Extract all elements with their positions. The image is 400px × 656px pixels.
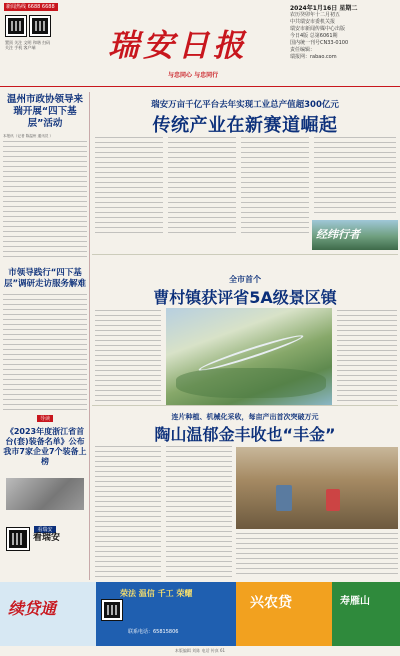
ad-left-title: 续贷通 <box>8 599 57 618</box>
third-kicker: 连片种植、机械化采收，每亩产出首次突破万元 <box>171 413 319 421</box>
left-photo <box>6 478 84 510</box>
third-body-col3 <box>236 533 398 577</box>
hotline-bar: 新闻热线 6688 6688 <box>4 3 58 11</box>
date-text: 2024年1月16日 星期二 <box>290 5 358 12</box>
qr-code-right <box>30 16 50 36</box>
qr-labels: 置顶 关注 文明 和谐 扫码 关注 手机 客户端 <box>5 40 51 50</box>
left-headline-3[interactable]: 《2023年度浙江省首台(套)装备名单》公布 我市7家企业7个装备上榜 <box>3 427 87 466</box>
lead-rule <box>92 254 398 255</box>
left-headline-2[interactable]: 市领导践行“四下基层”调研走访服务解难 <box>3 268 87 289</box>
lead-body-col1 <box>95 137 163 237</box>
third-body-col1 <box>95 446 161 578</box>
masthead-title: 瑞安日报 <box>108 28 248 64</box>
second-kicker: 全市首个 <box>229 275 261 284</box>
column-divider-left <box>89 92 90 580</box>
ad-far-right[interactable] <box>332 582 400 646</box>
harvest-photo <box>236 447 398 529</box>
issue-line: 今日4版 总第6061期 <box>290 33 338 39</box>
site-line: 瑞报网：rabao.com <box>290 54 337 60</box>
lunar-date: 农历癸卯年十二月初五 <box>290 12 341 18</box>
masthead-rule <box>0 86 400 87</box>
ad-far-right-title: 寿雁山 <box>340 596 370 607</box>
cn-line: 国内统一刊号CN33-0100 <box>290 40 349 46</box>
ad-middle[interactable] <box>96 582 236 646</box>
third-headline[interactable]: 陶山温郁金丰收也“丰金” <box>154 425 336 444</box>
qr-code-bottom <box>7 528 29 550</box>
left-story-2 <box>3 268 87 410</box>
banner-photo <box>312 220 398 250</box>
lead-headline[interactable]: 传统产业在新赛道崛起 <box>152 115 338 136</box>
ad-middle-phone: 联系电话：65815806 <box>128 629 179 635</box>
lead-body-col4 <box>314 137 396 217</box>
lead-kicker: 瑞安万亩千亿平台去年实现工业总产值超300亿元 <box>151 100 339 110</box>
qr-code-left <box>6 16 26 36</box>
look-tag: 看瑞安 <box>34 526 55 533</box>
ad-left[interactable] <box>0 582 96 646</box>
ad-qr <box>102 600 122 620</box>
org-line: 中共瑞安市委机关报 <box>290 19 336 25</box>
second-headline[interactable]: 曹村镇获评省5A级景区镇 <box>153 288 337 307</box>
sponsor-line: 瑞安市新闻传媒中心出版 <box>290 26 346 32</box>
left-byline-1: 本报讯（记者 陈温州 通讯员 ） <box>3 134 54 138</box>
ad-strip <box>0 582 400 646</box>
left-headline-1[interactable]: 温州市政协领导来瑞开展“四下基层”活动 <box>6 94 83 129</box>
lead-body-col2 <box>168 137 236 237</box>
banner-text: 经纬行者 <box>316 228 360 241</box>
ad-right-title: 兴农贷 <box>250 595 292 611</box>
guide-tag: 导读 <box>37 415 53 422</box>
scenic-aerial-photo <box>166 308 332 406</box>
left-body-2 <box>3 294 87 410</box>
second-body-col1 <box>95 310 161 402</box>
ad-right[interactable] <box>236 582 332 646</box>
masthead-slogan: 与忠同心 与忠同行 <box>168 72 219 79</box>
left-body-1 <box>3 141 87 259</box>
second-rule <box>92 405 398 406</box>
second-body-col3 <box>337 310 397 406</box>
footer-line: 本版编辑 刘陈 电话 传真 61 <box>174 648 226 653</box>
third-body-col2 <box>166 446 232 578</box>
left-story-4 <box>3 516 87 543</box>
left-story-3 <box>3 405 87 467</box>
left-column <box>3 94 87 259</box>
ad-middle-title: 荣法 温信 千工 荣耀 <box>120 589 193 598</box>
lead-body-col3 <box>241 137 309 237</box>
dateline-block <box>290 5 395 61</box>
look-ruian-title[interactable]: 看瑞安 <box>33 533 61 543</box>
editor-line: 责任编辑： <box>290 47 316 53</box>
